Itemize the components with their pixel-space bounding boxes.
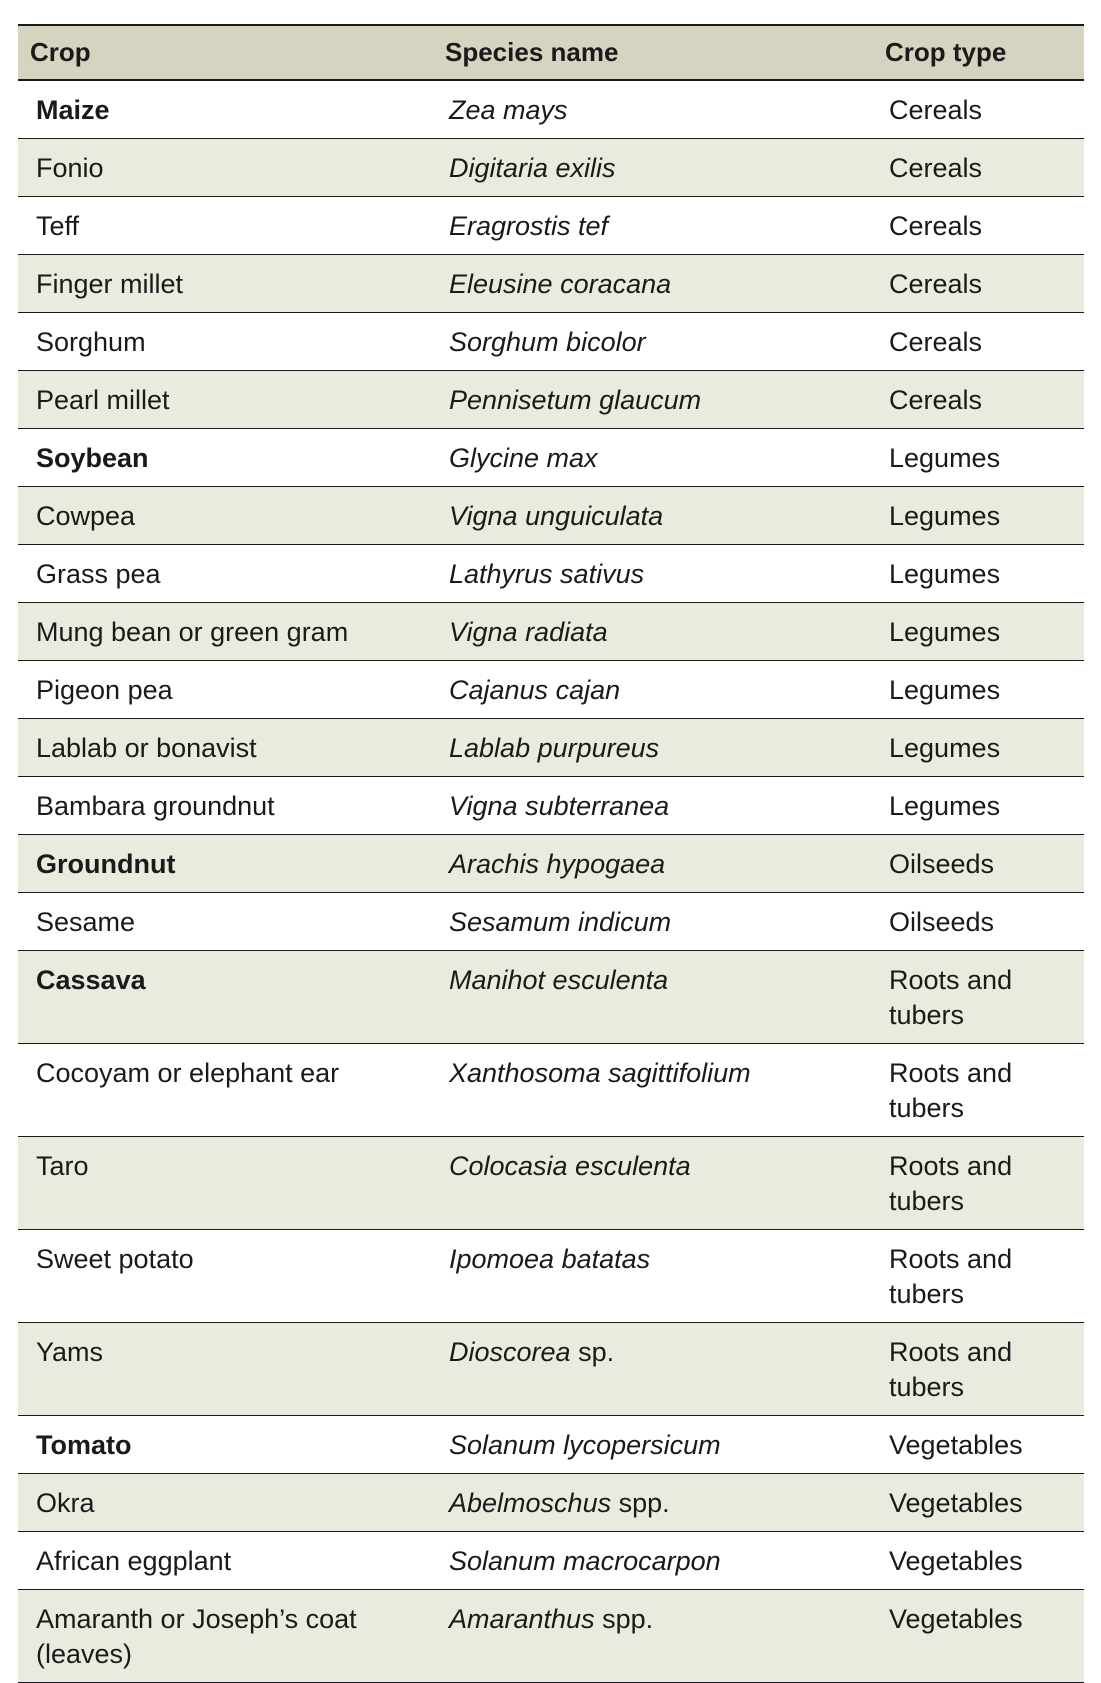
header-row	[18, 25, 1084, 80]
crop-type-cell: Roots and tubers	[889, 1151, 1013, 1216]
species-suffix: spp.	[611, 1488, 670, 1518]
species-name: Colocasia esculenta	[449, 1151, 691, 1181]
species-name: Solanum lycopersicum	[449, 1430, 721, 1460]
species-cell	[413, 1532, 853, 1590]
table-row	[18, 139, 1084, 197]
crop-cell: Lablab or bonavist	[36, 733, 257, 763]
species-name: Arachis hypogaea	[449, 849, 666, 879]
crop-table	[18, 24, 1084, 1683]
species-cell	[413, 777, 853, 835]
species-cell	[413, 255, 853, 313]
crop-type-cell: Roots and tubers	[889, 1337, 1013, 1402]
crop-cell: Sorghum	[36, 327, 146, 357]
table-row	[18, 1416, 1084, 1474]
species-name: Amaranthus	[449, 1604, 595, 1634]
table-row	[18, 487, 1084, 545]
header-species-name: Species name	[445, 37, 619, 67]
species-cell	[413, 197, 853, 255]
species-name: Digitaria exilis	[449, 153, 616, 183]
crop-cell: Teff	[36, 211, 80, 241]
species-suffix: sp.	[570, 1337, 615, 1367]
crop-cell: Maize	[36, 95, 110, 125]
crop-cell: Cocoyam or elephant ear	[36, 1058, 340, 1088]
crop-type-cell: Legumes	[889, 733, 1001, 763]
species-name: Vigna unguiculata	[449, 501, 664, 531]
table-row	[18, 545, 1084, 603]
table-row	[18, 661, 1084, 719]
species-name: Sesamum indicum	[449, 907, 672, 937]
table-row	[18, 80, 1084, 139]
species-cell	[413, 1590, 853, 1683]
species-name: Zea mays	[449, 95, 568, 125]
species-cell	[413, 1230, 853, 1323]
species-cell	[413, 661, 853, 719]
crop-cell: Fonio	[36, 153, 104, 183]
crop-cell: Grass pea	[36, 559, 161, 589]
header-crop-type: Crop type	[885, 37, 1007, 67]
crop-cell: Amaranth or Joseph’s coat (leaves)	[36, 1604, 357, 1669]
crop-type-cell: Roots and tubers	[889, 1244, 1013, 1309]
species-name: Vigna subterranea	[449, 791, 670, 821]
table-row	[18, 893, 1084, 951]
species-name: Manihot esculenta	[449, 965, 669, 995]
table-row	[18, 313, 1084, 371]
table-row	[18, 1474, 1084, 1532]
species-cell	[413, 80, 853, 139]
crop-type-cell: Oilseeds	[889, 849, 995, 879]
crop-type-cell: Roots and tubers	[889, 1058, 1013, 1123]
species-name: Abelmoschus	[449, 1488, 612, 1518]
crop-type-cell: Roots and tubers	[889, 965, 1013, 1030]
crop-cell: African eggplant	[36, 1546, 232, 1576]
species-cell	[413, 545, 853, 603]
crop-type-cell: Cereals	[889, 327, 983, 357]
crop-cell: Pearl millet	[36, 385, 170, 415]
species-cell	[413, 429, 853, 487]
species-cell	[413, 719, 853, 777]
crop-type-cell: Cereals	[889, 269, 983, 299]
crop-type-cell: Vegetables	[889, 1604, 1023, 1634]
crop-type-cell: Cereals	[889, 385, 983, 415]
species-cell	[413, 1323, 853, 1416]
crop-table-container	[18, 24, 1084, 1683]
table-row	[18, 1044, 1084, 1137]
species-name: Glycine max	[449, 443, 598, 473]
crop-type-cell: Cereals	[889, 211, 983, 241]
crop-type-cell: Vegetables	[889, 1488, 1023, 1518]
species-name: Ipomoea batatas	[449, 1244, 651, 1274]
crop-type-cell: Legumes	[889, 501, 1001, 531]
species-name: Lablab purpureus	[449, 733, 660, 763]
species-cell	[413, 1137, 853, 1230]
species-name: Vigna radiata	[449, 617, 608, 647]
crop-type-cell: Legumes	[889, 617, 1001, 647]
species-cell	[413, 313, 853, 371]
table-row	[18, 719, 1084, 777]
species-cell	[413, 603, 853, 661]
crop-type-cell: Vegetables	[889, 1546, 1023, 1576]
table-row	[18, 835, 1084, 893]
crop-cell: Yams	[36, 1337, 104, 1367]
species-name: Eleusine coracana	[449, 269, 672, 299]
crop-cell: Finger millet	[36, 269, 184, 299]
crop-cell: Tomato	[36, 1430, 132, 1460]
crop-cell: Sesame	[36, 907, 136, 937]
species-cell	[413, 487, 853, 545]
crop-cell: Cowpea	[36, 501, 136, 531]
crop-type-cell: Vegetables	[889, 1430, 1023, 1460]
crop-type-cell: Oilseeds	[889, 907, 995, 937]
species-name: Xanthosoma sagittifolium	[449, 1058, 751, 1088]
table-row	[18, 1532, 1084, 1590]
crop-cell: Mung bean or green gram	[36, 617, 349, 647]
table-row	[18, 603, 1084, 661]
table-row	[18, 777, 1084, 835]
crop-type-cell: Cereals	[889, 95, 983, 125]
table-row	[18, 255, 1084, 313]
table-row	[18, 1590, 1084, 1683]
crop-type-cell: Legumes	[889, 443, 1001, 473]
species-cell	[413, 951, 853, 1044]
species-name: Solanum macrocarpon	[449, 1546, 721, 1576]
crop-type-cell: Cereals	[889, 153, 983, 183]
species-cell	[413, 1474, 853, 1532]
table-row	[18, 197, 1084, 255]
species-name: Sorghum bicolor	[449, 327, 646, 357]
table-row	[18, 429, 1084, 487]
table-row	[18, 371, 1084, 429]
species-cell	[413, 371, 853, 429]
table-row	[18, 951, 1084, 1044]
crop-cell: Okra	[36, 1488, 95, 1518]
crop-type-cell: Legumes	[889, 675, 1001, 705]
table-header	[18, 25, 1084, 80]
species-cell	[413, 139, 853, 197]
table-body	[18, 80, 1084, 1683]
crop-cell: Pigeon pea	[36, 675, 173, 705]
header-crop: Crop	[30, 37, 91, 67]
species-cell	[413, 835, 853, 893]
crop-cell: Bambara groundnut	[36, 791, 275, 821]
species-name: Pennisetum glaucum	[449, 385, 702, 415]
table-row	[18, 1323, 1084, 1416]
crop-type-cell: Legumes	[889, 559, 1001, 589]
crop-cell: Groundnut	[36, 849, 176, 879]
species-name: Dioscorea	[449, 1337, 571, 1367]
crop-cell: Soybean	[36, 443, 149, 473]
species-name: Eragrostis tef	[449, 211, 609, 241]
table-row	[18, 1230, 1084, 1323]
species-cell	[413, 1416, 853, 1474]
crop-cell: Taro	[36, 1151, 89, 1181]
crop-type-cell: Legumes	[889, 791, 1001, 821]
species-name: Cajanus cajan	[449, 675, 621, 705]
species-cell	[413, 1044, 853, 1137]
table-row	[18, 1137, 1084, 1230]
crop-cell: Cassava	[36, 965, 146, 995]
species-suffix: spp.	[594, 1604, 654, 1634]
crop-cell: Sweet potato	[36, 1244, 194, 1274]
species-name: Lathyrus sativus	[449, 559, 645, 589]
species-cell	[413, 893, 853, 951]
